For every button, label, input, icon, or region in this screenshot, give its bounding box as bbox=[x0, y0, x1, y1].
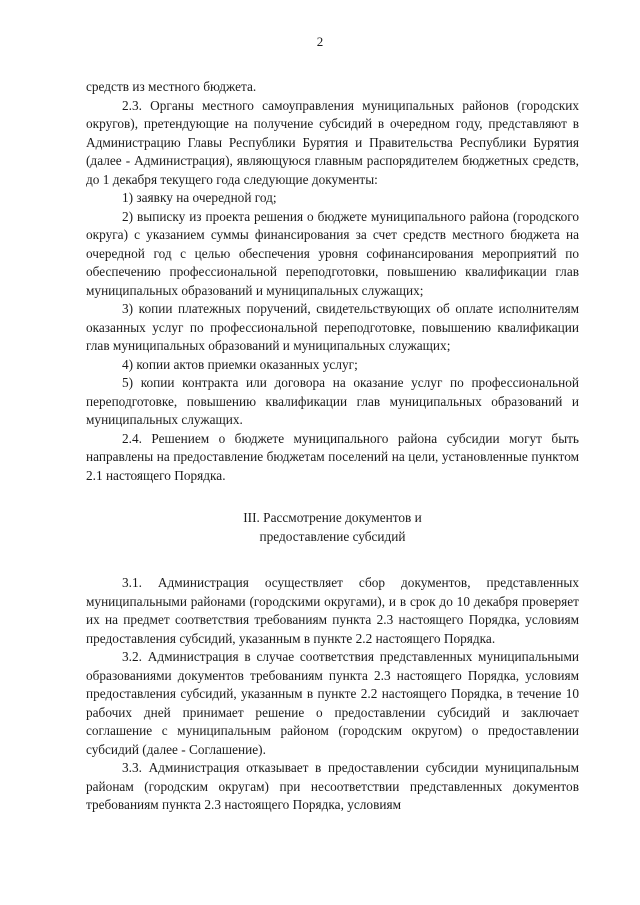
paragraph-2-3: 2.3. Органы местного самоуправления муниципальных районов (городских округов), претендующие на получение субсидий в очередном году, представляют в Администрацию Главы Республики Бурятия и Правительства Республики Бурятия (далее - Администрация), являющуюся главным распорядителем бюджетных средств, до 1 декабря текущего года следующие документы: bbox=[86, 97, 579, 187]
paragraph-3-2: 3.2. Администрация в случае соответствия представленных муниципальными образованиями документов требованиям пункта 2.3 настоящего Порядка, условиям предоставления субсидий, указанным в пункте 2.2 настоящего Порядка, в течение 10 рабочих дней принимает решение о предоставлении субсидий и заключает соглашение с муниципальным районом (городским округом) о предоставлении субсидий (далее - Соглашение). bbox=[86, 649, 579, 757]
section-3-heading-line-2: предоставление субсидий bbox=[259, 528, 406, 544]
paragraph-3-3: 3.3. Администрация отказывает в предоставлении субсидии муниципальным районам (городским округам) при несоответствии представленных документов требованиям пункта 2.3 настоящего Порядка, условиям bbox=[86, 760, 579, 812]
list-item: 4) копии актов приемки оказанных услуг; bbox=[122, 356, 358, 372]
paragraph-2-4: 2.4. Решением о бюджете муниципального района субсидии могут быть направлены на предоставление бюджетам поселений на цели, установленные пунктом 2.1 настоящего Порядка. bbox=[86, 430, 579, 483]
list-item: 1) заявку на очередной год; bbox=[122, 190, 277, 205]
list-item: 3) копии платежных поручений, свидетельствующих об оплате исполнителям оказанных услуг по профессиональной переподготовке, повышению квалификации глав муниципальных образований и муниципальных служащих; bbox=[86, 301, 579, 353]
continuation-paragraph: средств из местного бюджета. bbox=[86, 79, 257, 94]
list-item: 2) выписку из проекта решения о бюджете муниципального района (городского округа) с указанием суммы финансирования за счет средств местного бюджета на очередной год с целью обеспечения уровня софинансирования мероприятий по обеспечению профессиональной переподготовки, повышению квалификации глав муниципальных образований и муниципальных служащих; bbox=[86, 208, 579, 298]
list-item: 5) копии контракта или договора на оказание услуг по профессиональной переподготовке, повышению квалификации глав муниципальных образований и муниципальных служащих. bbox=[86, 375, 579, 427]
page-content bbox=[86, 78, 579, 815]
section-3-heading bbox=[86, 509, 579, 546]
paragraph-3-1: 3.1. Администрация осуществляет сбор документов, представленных муниципальными районами (городскими округами), и в срок до 10 декабря проверяет их на предмет соответствия требованиям пункта 2.3 настоящего Порядка, условиям предоставления субсидий, указанным в пункте 2.2 настоящего Порядка. bbox=[86, 575, 579, 646]
page-number: 2 bbox=[316, 34, 324, 49]
section-3-heading-line-1: III. Рассмотрение документов и bbox=[243, 510, 422, 525]
